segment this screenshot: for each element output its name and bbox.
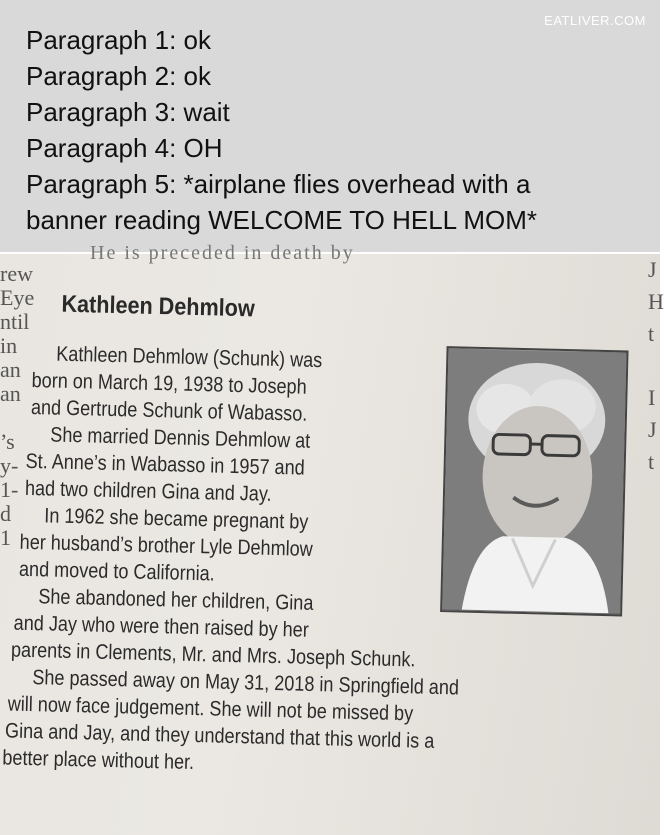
right-column-fragments bbox=[648, 254, 664, 478]
watermark: EATLIVER.COM bbox=[544, 13, 646, 28]
caption-line: Paragraph 5: *airplane flies overhead with a bbox=[26, 169, 531, 199]
fragment: J bbox=[648, 417, 657, 442]
obituary-headline: Kathleen Dehmlow bbox=[61, 290, 256, 323]
caption-line: Paragraph 4: OH bbox=[26, 133, 223, 163]
top-cut-text: He is preceded in death by bbox=[90, 242, 355, 264]
obituary-line: and Gertrude Schunk of Wabasso. bbox=[30, 395, 308, 426]
obituary-line: St. Anne’s in Wabasso in 1957 and bbox=[25, 449, 305, 480]
fragment bbox=[648, 350, 660, 382]
caption-line: Paragraph 3: wait bbox=[26, 97, 230, 127]
obituary-line: Kathleen Dehmlow (Schunk) was bbox=[56, 342, 323, 373]
caption-line: Paragraph 1: ok bbox=[26, 25, 212, 55]
fragment: rew bbox=[0, 261, 33, 286]
obituary-line: better place without her. bbox=[2, 746, 195, 775]
portrait-photo bbox=[440, 346, 628, 616]
caption-line: Paragraph 2: ok bbox=[26, 61, 212, 91]
fragment: H bbox=[648, 289, 664, 314]
fragment: t bbox=[648, 449, 655, 474]
fragment: in bbox=[0, 333, 18, 358]
obituary-line: She abandoned her children, Gina bbox=[38, 585, 314, 615]
caption-line: banner reading WELCOME TO HELL MOM* bbox=[26, 205, 538, 235]
fragment: I bbox=[648, 385, 656, 410]
obituary-line: and moved to California. bbox=[18, 557, 216, 586]
obituary-line: had two children Gina and Jay. bbox=[24, 476, 272, 506]
obituary-line: will now face judgement. She will not be missed by bbox=[7, 692, 414, 726]
fragment: t bbox=[648, 321, 655, 346]
fragment: an bbox=[0, 357, 21, 382]
fragment: y- bbox=[0, 453, 19, 478]
fragment: ’s bbox=[0, 429, 15, 454]
obituary-line: her husband’s brother Lyle Dehmlow bbox=[19, 530, 314, 561]
fragment: 1- bbox=[0, 477, 19, 502]
obituary-line: She passed away on May 31, 2018 in Springfield and bbox=[32, 666, 460, 700]
fragment: an bbox=[0, 381, 21, 406]
portrait-illustration bbox=[442, 348, 626, 614]
obituary-line: and Jay who were then raised by her bbox=[13, 611, 310, 642]
newspaper-photo bbox=[0, 242, 664, 835]
caption-text bbox=[26, 22, 646, 238]
fragment: 1 bbox=[0, 525, 11, 550]
fragment: Eye bbox=[0, 285, 35, 310]
obituary-line: parents in Clements, Mr. and Mrs. Joseph Schunk. bbox=[10, 638, 416, 672]
fragment: d bbox=[0, 501, 11, 526]
obituary-line: In 1962 she became pregnant by bbox=[44, 504, 309, 534]
fragment: ntil bbox=[0, 309, 30, 334]
caption-panel bbox=[0, 0, 660, 252]
fragment: J bbox=[648, 257, 657, 282]
obituary-line: She married Dennis Dehmlow at bbox=[50, 423, 311, 453]
obituary-line: born on March 19, 1938 to Joseph bbox=[31, 368, 307, 399]
obituary-line: Gina and Jay, and they understand that this world is a bbox=[4, 719, 435, 753]
